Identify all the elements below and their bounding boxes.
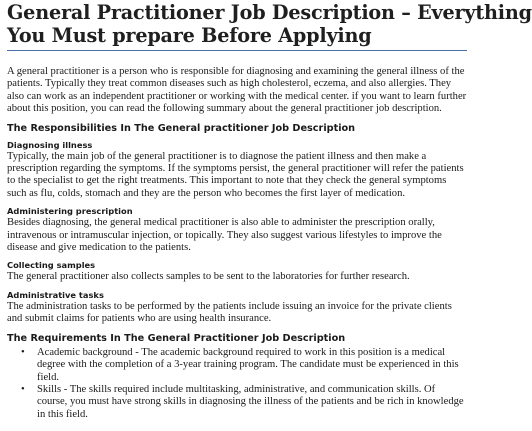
intro-paragraph: A general practitioner is a person who is responsible for diagnosing and examining the general illness of the patients. Typically they treat common diseases such as high cholesterol, eczema, and also allergies. They also can work as an independent practitioner or working with the medical center. if you want to learn further about this position, you can read the following summary about the general practitioner job description.	[7, 66, 467, 115]
requirement-skills: Skills - The skills required include multitasking, administrative, and communication skills. Of course, you must have strong skills in diagnosing the illness of the patients and be rich in knowledge in this field.	[37, 383, 464, 420]
list-item	[7, 384, 468, 421]
page-title-line-2: You Must prepare Before Applying	[7, 24, 372, 47]
responsibilities-heading: The Responsibilities In The General practitioner Job Description	[7, 122, 356, 134]
collecting-samples-text: The general practitioner also collects samples to be sent to the laboratories for further research.	[7, 271, 410, 283]
requirements-heading: The Requirements In The General Practitioner Job Description	[7, 332, 346, 344]
administering-prescription-text: Besides diagnosing, the general medical practitioner is also able to administer the prescription orally, intravenous or intramuscular injection, or topically. They also suggest various lifestyles to improve the disease and give medication to the patients.	[7, 217, 442, 254]
bullet-icon: •	[21, 346, 25, 358]
requirements-list	[7, 347, 468, 421]
list-item	[7, 347, 468, 384]
bullet-icon: •	[21, 383, 25, 395]
title-underline	[7, 50, 467, 51]
page-title	[7, 0, 532, 47]
administering-prescription-heading: Administering prescription	[7, 206, 133, 217]
diagnosing-illness-text: Typically, the main job of the general practitioner is to diagnose the patient illness and then make a prescription regarding the symptoms. If the symptoms persist, the general practitioner will refer the patients to the specialist to get the right treatments. This important to note that they check the general symptoms such as flu, colds, stomach and they are the person who becomes the first layer of medication.	[7, 150, 464, 199]
administrative-tasks-text: The administration tasks to be performed by the patients include issuing an invoice for the private clients and submit claims for patients who are using health insurance.	[7, 300, 452, 325]
collecting-samples-heading: Collecting samples	[7, 260, 96, 271]
diagnosing-illness-heading: Diagnosing illness	[7, 139, 93, 150]
administrative-tasks-heading: Administrative tasks	[7, 289, 104, 300]
page-title-line-1: General Practitioner Job Description – Everything	[7, 1, 532, 24]
requirement-academic-background: Academic background - The academic background required to work in this position is a medical degree with the completion of a 3-year training program. The candidate must be experienced in this field.	[37, 346, 459, 383]
